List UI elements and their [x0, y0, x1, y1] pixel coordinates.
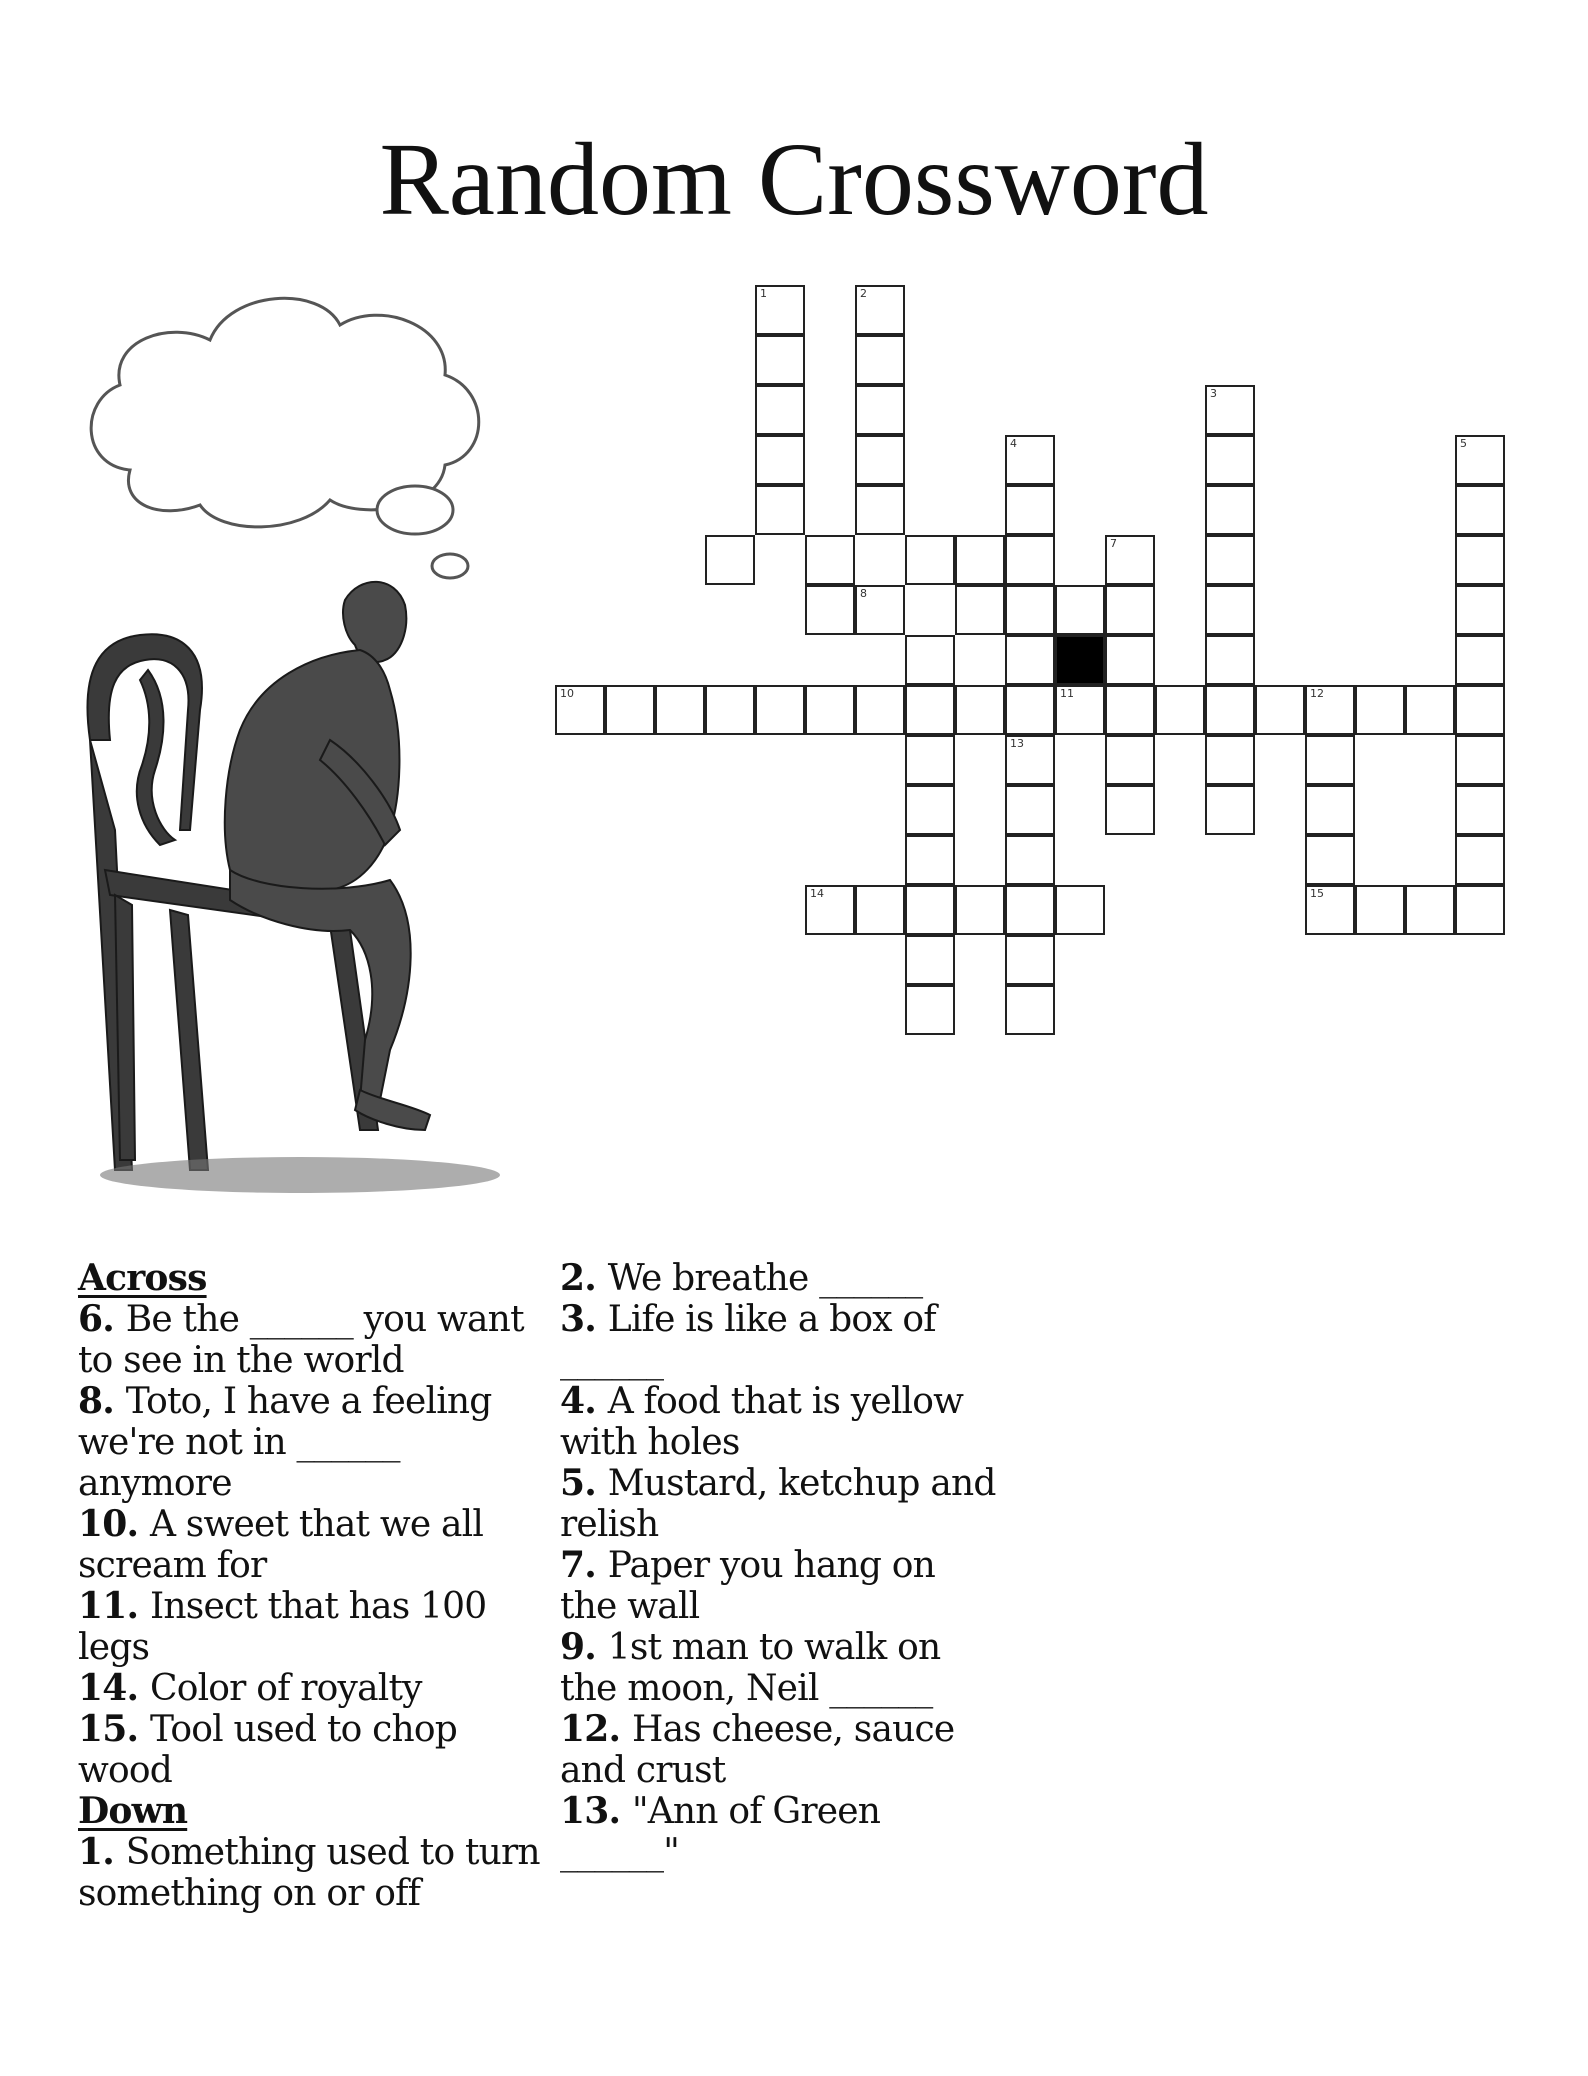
down-clue	[560, 1463, 1000, 1545]
crossword-cell[interactable]	[1405, 885, 1455, 935]
crossword-cell[interactable]	[805, 885, 855, 935]
crossword-cell[interactable]	[1105, 785, 1155, 835]
crossword-cell[interactable]	[855, 885, 905, 935]
crossword-cell[interactable]	[1105, 635, 1155, 685]
down-clue	[560, 1299, 1000, 1381]
down-clue	[560, 1545, 1000, 1627]
down-heading: Down	[78, 1790, 188, 1832]
crossword-cell[interactable]	[1205, 385, 1255, 435]
crossword-cell[interactable]	[905, 935, 955, 985]
crossword-cell[interactable]	[1005, 885, 1055, 935]
crossword-cell[interactable]	[1205, 635, 1255, 685]
crossword-cell[interactable]	[1455, 785, 1505, 835]
crossword-cell[interactable]	[1055, 685, 1105, 735]
crossword-cell[interactable]	[955, 535, 1005, 585]
crossword-cell[interactable]	[905, 735, 955, 785]
crossword-cell[interactable]	[1005, 485, 1055, 535]
clue-number: 1.	[78, 1831, 126, 1873]
crossword-cell[interactable]	[855, 685, 905, 735]
crossword-cell[interactable]	[1205, 585, 1255, 635]
crossword-cell[interactable]	[1205, 435, 1255, 485]
crossword-cell[interactable]	[1005, 785, 1055, 835]
crossword-cell[interactable]	[1205, 485, 1255, 535]
cell-number: 5	[1460, 437, 1467, 450]
clue-text: Something used to turn something on or off	[78, 1832, 540, 1914]
crossword-cell[interactable]	[905, 835, 955, 885]
crossword-cell[interactable]	[1455, 435, 1505, 485]
crossword-cell[interactable]	[1005, 535, 1055, 585]
crossword-cell[interactable]	[605, 685, 655, 735]
down-clue	[560, 1791, 1000, 1873]
down-clue	[78, 1832, 548, 1914]
clue-number: 10.	[78, 1503, 150, 1545]
crossword-cell[interactable]	[905, 635, 955, 685]
crossword-cell[interactable]	[955, 885, 1005, 935]
crossword-cell[interactable]	[755, 385, 805, 435]
crossword-cell[interactable]	[905, 685, 955, 735]
crossword-cell[interactable]	[1055, 585, 1105, 635]
down-clue	[560, 1381, 1000, 1463]
clue-number: 12.	[560, 1708, 632, 1750]
cell-number: 14	[810, 887, 824, 900]
crossword-cell[interactable]	[905, 785, 955, 835]
crossword-cell[interactable]	[755, 435, 805, 485]
clue-number: 15.	[78, 1708, 150, 1750]
crossword-cell[interactable]	[855, 435, 905, 485]
crossword-cell[interactable]	[1105, 585, 1155, 635]
crossword-cell[interactable]	[855, 485, 905, 535]
crossword-cell[interactable]	[1155, 685, 1205, 735]
crossword-cell[interactable]	[755, 335, 805, 385]
clue-text: Be the ______ you want to see in the world	[78, 1299, 524, 1381]
crossword-cell[interactable]	[1005, 985, 1055, 1035]
cell-number: 13	[1010, 737, 1024, 750]
down-clue-list-part-2	[560, 1258, 1000, 1873]
page-title: Random Crossword	[379, 122, 1209, 237]
clue-text: A sweet that we all scream for	[78, 1504, 484, 1586]
crossword-cell[interactable]	[855, 585, 905, 635]
crossword-cell[interactable]	[855, 385, 905, 435]
crossword-cell[interactable]	[1455, 735, 1505, 785]
cell-number: 8	[860, 587, 867, 600]
crossword-cell[interactable]	[1255, 685, 1305, 735]
crossword-cell[interactable]	[1005, 435, 1055, 485]
crossword-cell[interactable]	[1005, 685, 1055, 735]
clue-text: Life is like a box of ______	[560, 1299, 936, 1381]
crossword-cell[interactable]	[1455, 835, 1505, 885]
clue-text: Mustard, ketchup and relish	[560, 1463, 996, 1545]
crossword-cell[interactable]	[1105, 535, 1155, 585]
cell-number: 4	[1010, 437, 1017, 450]
clue-number: 14.	[78, 1667, 150, 1709]
crossword-cell[interactable]	[1205, 685, 1255, 735]
crossword-cell[interactable]	[1305, 885, 1355, 935]
crossword-cell[interactable]	[1205, 735, 1255, 785]
crossword-cell[interactable]	[1455, 535, 1505, 585]
shadow-icon	[100, 1157, 500, 1193]
down-clue	[560, 1709, 1000, 1791]
across-clue	[78, 1668, 548, 1709]
crossword-cell[interactable]	[755, 285, 805, 335]
across-clue	[78, 1709, 548, 1791]
crossword-cell[interactable]	[1355, 685, 1405, 735]
cell-number: 11	[1060, 687, 1074, 700]
crossword-cell[interactable]	[655, 685, 705, 735]
clue-text: Insect that has 100 legs	[78, 1586, 487, 1668]
crossword-cell[interactable]	[1455, 585, 1505, 635]
crossword-cell[interactable]	[1105, 685, 1155, 735]
crossword-cell[interactable]	[705, 535, 755, 585]
across-heading: Across	[78, 1257, 207, 1299]
clue-number: 4.	[560, 1380, 608, 1422]
down-clue-list-part-1	[78, 1832, 548, 1914]
crossword-cell[interactable]	[805, 585, 855, 635]
clue-number: 11.	[78, 1585, 150, 1627]
clue-number: 8.	[78, 1380, 126, 1422]
cell-number: 2	[860, 287, 867, 300]
black-cell	[1055, 635, 1105, 685]
crossword-cell[interactable]	[1005, 635, 1055, 685]
clue-number: 13.	[560, 1790, 632, 1832]
crossword-cell[interactable]	[555, 685, 605, 735]
clue-text: Has cheese, sauce and crust	[560, 1709, 955, 1791]
crossword-cell[interactable]	[855, 285, 905, 335]
crossword-cell[interactable]	[1455, 635, 1505, 685]
clue-text: 1st man to walk on the moon, Neil ______	[560, 1627, 941, 1709]
crossword-cell[interactable]	[855, 335, 905, 385]
crossword-cell[interactable]	[1305, 735, 1355, 785]
crossword-cell[interactable]	[1455, 685, 1505, 735]
crossword-cell[interactable]	[705, 685, 755, 735]
across-clue-list	[78, 1299, 548, 1791]
crossword-cell[interactable]	[1355, 885, 1405, 935]
crossword-cell[interactable]	[955, 685, 1005, 735]
across-clue	[78, 1504, 548, 1586]
crossword-cell[interactable]	[805, 685, 855, 735]
crossword-cell[interactable]	[1205, 535, 1255, 585]
clue-number: 6.	[78, 1298, 126, 1340]
crossword-cell[interactable]	[1005, 735, 1055, 785]
across-clue	[78, 1299, 548, 1381]
clue-number: 5.	[560, 1462, 608, 1504]
crossword-cell[interactable]	[1305, 835, 1355, 885]
cell-number: 15	[1310, 887, 1324, 900]
cell-number: 3	[1210, 387, 1217, 400]
crossword-cell[interactable]	[1305, 785, 1355, 835]
down-clue	[560, 1258, 1000, 1299]
clues-column-right	[560, 1258, 1000, 1873]
clue-text: Paper you hang on the wall	[560, 1545, 936, 1627]
clue-text: Color of royalty	[149, 1668, 422, 1709]
clue-number: 2.	[560, 1257, 608, 1299]
across-clue	[78, 1381, 548, 1504]
crossword-cell[interactable]	[1205, 785, 1255, 835]
crossword-cell[interactable]	[1455, 885, 1505, 935]
clues-column-left	[78, 1258, 548, 1914]
crossword-cell[interactable]	[1305, 685, 1355, 735]
crossword-cell[interactable]	[1105, 735, 1155, 785]
crossword-cell[interactable]	[905, 985, 955, 1035]
crossword-cell[interactable]	[755, 685, 805, 735]
crossword-cell[interactable]	[1005, 585, 1055, 635]
clue-text: We breathe ______	[607, 1258, 923, 1299]
cell-number: 1	[760, 287, 767, 300]
clue-number: 7.	[560, 1544, 608, 1586]
crossword-cell[interactable]	[1055, 885, 1105, 935]
crossword-cell[interactable]	[755, 485, 805, 535]
cell-number: 10	[560, 687, 574, 700]
across-clue	[78, 1586, 548, 1668]
crossword-cell[interactable]	[905, 535, 955, 585]
crossword-cell[interactable]	[1005, 935, 1055, 985]
crossword-cell[interactable]	[805, 535, 855, 585]
clue-text: Toto, I have a feeling we're not in ______ anymore	[78, 1381, 492, 1504]
clue-text: A food that is yellow with holes	[560, 1381, 964, 1463]
cell-number: 7	[1110, 537, 1117, 550]
down-clue	[560, 1627, 1000, 1709]
crossword-cell[interactable]	[955, 585, 1005, 635]
crossword-cell[interactable]	[1455, 485, 1505, 535]
cell-number: 12	[1310, 687, 1324, 700]
crossword-cell[interactable]	[1405, 685, 1455, 735]
crossword-cell[interactable]	[905, 885, 955, 935]
clue-number: 9.	[560, 1626, 608, 1668]
clue-text: "Ann of Green ______"	[560, 1791, 881, 1873]
crossword-cell[interactable]	[1005, 835, 1055, 885]
clue-text: Tool used to chop wood	[78, 1709, 457, 1791]
clue-number: 3.	[560, 1298, 608, 1340]
